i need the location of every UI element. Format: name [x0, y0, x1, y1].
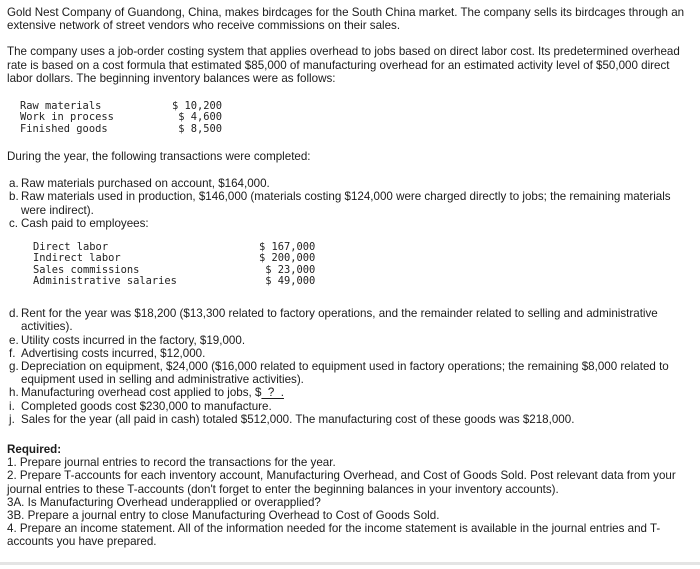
transaction-item-j — [7, 413, 691, 426]
cash-label: Sales commissions — [33, 263, 140, 276]
item-marker: h. — [9, 386, 19, 400]
transactions-list-a-c — [7, 177, 691, 230]
required-item-3a: 3A. Is Manufacturing Overhead underapplied or overapplied? — [7, 495, 321, 509]
required-item-2: 2. Prepare T-accounts for each inventory account, Manufacturing Overhead, and Cost of Goods Sold. Post relevant data from your journal entries to these T-accounts (don't forget to enter the beginning balances in your inventory accounts). — [7, 469, 676, 496]
cash-row-administrative-salaries — [33, 276, 691, 287]
transaction-item-c — [7, 217, 691, 230]
transactions-intro: During the year, the following transactions were completed: — [7, 149, 311, 163]
inventory-value: $ 10,200 — [172, 100, 223, 113]
cash-value: $ 167,000 — [259, 240, 316, 253]
required-item-3b: 3B. Prepare a journal entry to close Manufacturing Overhead to Cost of Goods Sold. — [7, 508, 440, 522]
item-marker: b. — [9, 190, 19, 204]
inventory-label: Raw materials — [20, 100, 102, 113]
item-text: Depreciation on equipment, $24,000 ($16,000 related to equipment used in factory operations; the remaining $8,000 related to equipment used in selling and administrative activities). — [21, 359, 669, 387]
inventory-row-raw-materials — [20, 101, 691, 112]
transaction-item-e — [7, 334, 691, 347]
item-marker: a. — [9, 177, 19, 191]
item-text: Rent for the year was $18,200 ($13,300 related to factory operations, and the remainder related to selling and administrative activities). — [21, 307, 658, 334]
cash-label: Administrative salaries — [33, 274, 177, 287]
transaction-item-a — [7, 177, 691, 190]
item-text: Raw materials purchased on account, $164,000. — [21, 177, 270, 191]
transaction-item-b — [7, 190, 691, 216]
cash-value: $ 23,000 — [259, 263, 316, 276]
item-text: Utility costs incurred in the factory, $19,000. — [21, 333, 246, 347]
required-item-1: 1. Prepare journal entries to record the transactions for the year. — [7, 456, 336, 470]
item-text: Advertising costs incurred, $12,000. — [21, 346, 206, 360]
cash-row-indirect-labor — [33, 253, 691, 264]
transaction-item-h — [7, 386, 691, 399]
problem-document — [7, 6, 691, 549]
intro-paragraph-costing: The company uses a job-order costing system that applies overhead to jobs based on direct labor cost. Its predetermined overhead rate is based on a cost formula that estimated $85,000 of manufacturing overhead for an estimated activity level of $50,000 direct labor dollars. The beginning inventory balances were as follows: — [7, 45, 680, 85]
inventory-row-work-in-process — [20, 112, 691, 123]
item-text: Manufacturing overhead cost applied to jobs, $ — [21, 386, 262, 400]
transaction-item-d — [7, 307, 691, 333]
item-text: Sales for the year (all paid in cash) totaled $512,000. The manufacturing cost of these goods was $218,000. — [21, 412, 575, 426]
item-marker: c. — [9, 216, 19, 230]
cash-value: $ 49,000 — [259, 274, 316, 287]
cash-row-direct-labor — [33, 242, 691, 253]
item-marker: j. — [9, 412, 15, 426]
inventory-row-finished-goods — [20, 124, 691, 135]
cash-value: $ 200,000 — [259, 252, 316, 265]
intro-paragraph-company: Gold Nest Company of Guandong, China, makes birdcages for the South China market. The company sells its birdcages through an extensive network of street vendors who receive commissions on their sales. — [7, 6, 685, 33]
cash-label: Direct labor — [33, 240, 109, 253]
item-marker: d. — [9, 307, 19, 321]
transaction-item-i — [7, 400, 691, 413]
inventory-label: Work in process — [20, 111, 114, 124]
beginning-inventory-table — [20, 101, 691, 135]
inventory-value: $ 4,600 — [172, 111, 223, 124]
inventory-label: Finished goods — [20, 122, 108, 135]
bottom-divider — [0, 562, 700, 565]
item-text: Completed goods cost $230,000 to manufacture. — [21, 399, 272, 413]
cash-label: Indirect labor — [33, 252, 121, 265]
required-title: Required: — [7, 442, 62, 456]
cash-paid-table — [33, 242, 691, 287]
inventory-value: $ 8,500 — [172, 122, 223, 135]
item-marker: g. — [9, 359, 19, 373]
item-text: Cash paid to employees: — [21, 216, 149, 230]
item-marker: e. — [9, 333, 19, 347]
item-marker: i. — [9, 399, 15, 413]
item-text: Raw materials used in production, $146,000 (materials costing $124,000 were charged directly to jobs; the remaining materials were indirect). — [21, 190, 671, 217]
answer-blank: ? . — [261, 386, 284, 400]
transactions-list-d-j — [7, 307, 691, 426]
transaction-item-g — [7, 360, 691, 386]
item-marker: f. — [9, 346, 16, 360]
transaction-item-f — [7, 347, 691, 360]
required-item-4: 4. Prepare an income statement. All of the information needed for the income statement is available in the journal entries and T-accounts you have prepared. — [7, 522, 661, 549]
required-section — [7, 443, 691, 549]
